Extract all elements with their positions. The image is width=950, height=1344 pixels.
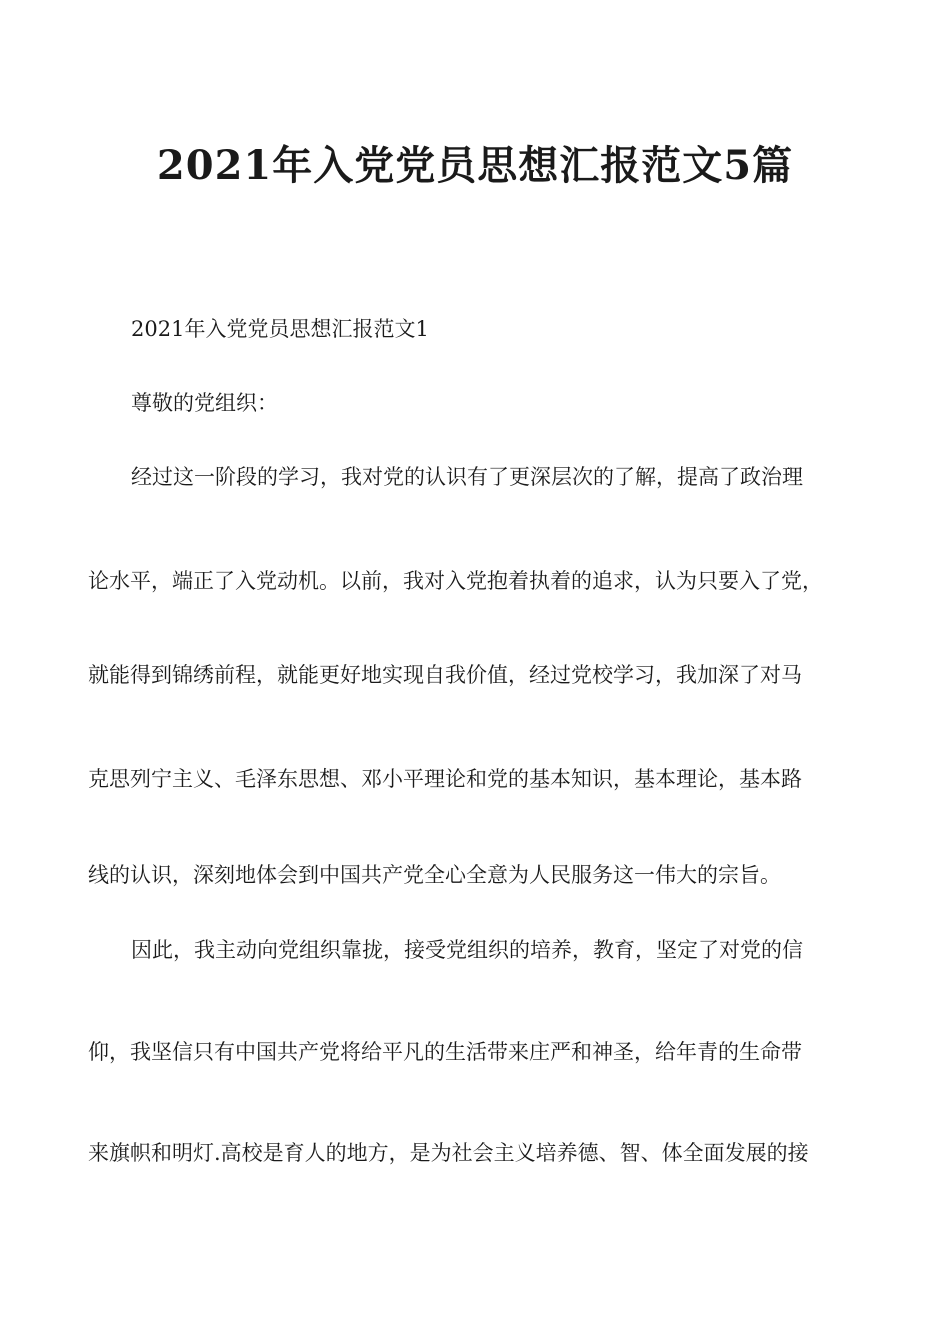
body-line: 就能得到锦绣前程，就能更好地实现自我价值，经过党校学习，我加深了对马 <box>88 663 802 687</box>
section-heading: 2021年入党党员思想汇报范文1 <box>131 317 429 341</box>
body-line: 因此，我主动向党组织靠拢，接受党组织的培养，教育，坚定了对党的信 <box>131 938 803 962</box>
body-line: 论水平，端正了入党动机。以前，我对入党抱着执着的追求，认为只要入了党， <box>88 569 823 593</box>
salutation: 尊敬的党组织： <box>131 391 278 415</box>
document-title: 2021年入党党员思想汇报范文5篇 <box>156 142 794 189</box>
body-line: 经过这一阶段的学习，我对党的认识有了更深层次的了解，提高了政治理 <box>131 465 803 489</box>
body-line: 来旗帜和明灯.高校是育人的地方，是为社会主义培养德、智、体全面发展的接 <box>88 1141 809 1165</box>
body-line: 克思列宁主义、毛泽东思想、邓小平理论和党的基本知识，基本理论，基本路 <box>88 767 802 791</box>
body-line: 仰，我坚信只有中国共产党将给平凡的生活带来庄严和神圣，给年青的生命带 <box>88 1040 802 1064</box>
body-line: 线的认识，深刻地体会到中国共产党全心全意为人民服务这一伟大的宗旨。 <box>88 863 781 887</box>
